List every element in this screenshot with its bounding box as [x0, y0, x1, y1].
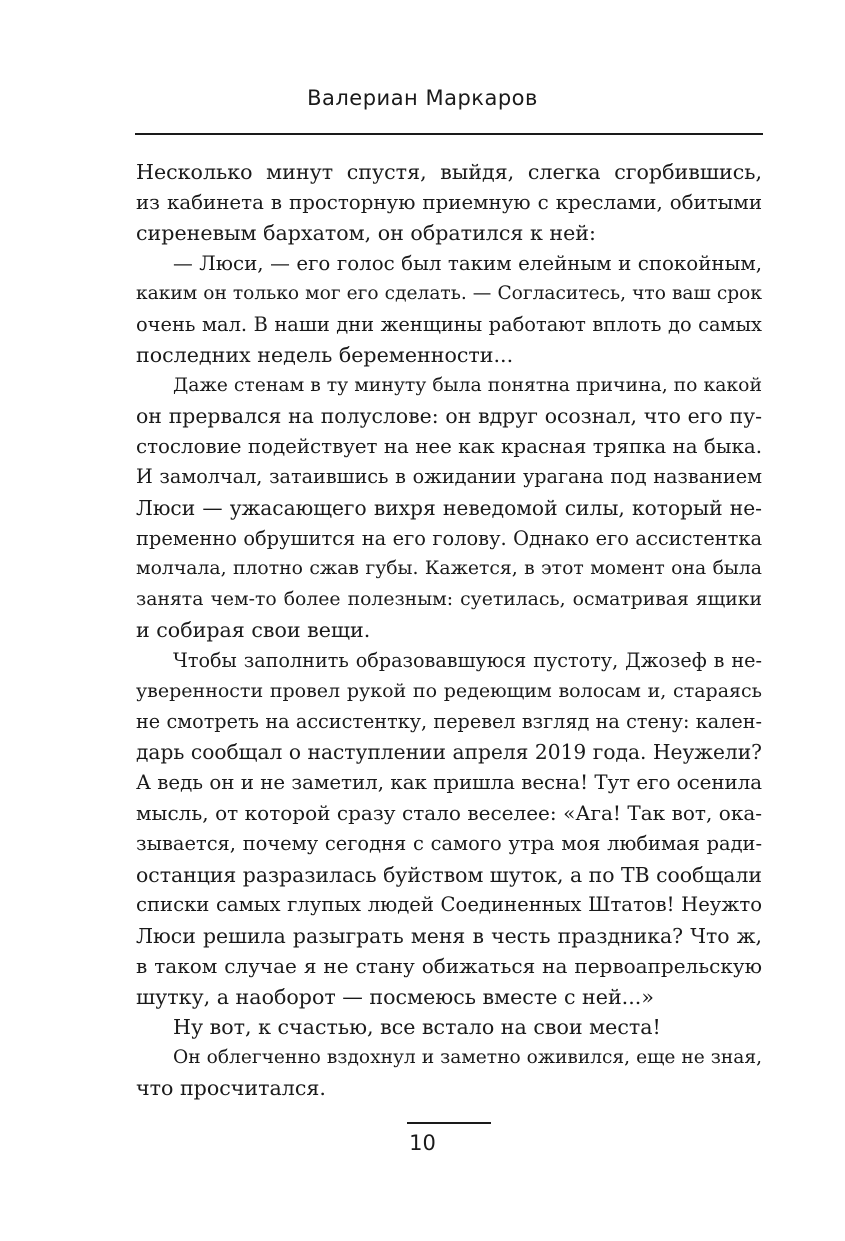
- text-line: занята чем-то более полезным: суетилась, осматривая ящики: [136, 588, 762, 610]
- text-line: последних недель беременности...: [136, 343, 514, 368]
- text-line: И замолчал, затаившись в ожидании урагана под названием: [136, 465, 762, 489]
- text-line: мысль, от которой сразу стало веселее: «Ага! Так вот, ока-: [136, 801, 762, 826]
- text-line: каким он только мог его сделать. — Согласитесь, что ваш срок: [136, 283, 762, 305]
- text-line: он прервался на полуслове: он вдруг осознал, что его пу-: [136, 404, 762, 429]
- text-line: уверенности провел рукой по редеющим волосам и, стараясь: [136, 680, 762, 703]
- text-line: Люси — ужасающего вихря неведомой силы, который не-: [136, 496, 762, 521]
- text-line: стословие подействует на нее как красная тряпка на быка.: [136, 434, 762, 458]
- text-line: в таком случае я не стану обижаться на первоапрельскую: [136, 954, 762, 979]
- text-line: Несколько минут спустя, выйдя, слегка сгорбившись,: [136, 160, 762, 184]
- text-line: Люси решила разыграть меня в честь праздника? Что ж,: [136, 923, 762, 948]
- text-line: очень мал. В наши дни женщины работают вплоть до самых: [136, 312, 762, 336]
- text-line: и собирая свои вещи.: [136, 618, 371, 643]
- text-line: — Люси, — его голос был таким елейным и спокойным,: [173, 251, 762, 275]
- text-line: зывается, почему сегодня с самого утра моя любимая ради-: [136, 832, 762, 856]
- page-number: 10: [409, 1131, 436, 1155]
- header-rule: [135, 133, 763, 135]
- text-line: останция разразилась буйством шуток, а по ТВ сообщали: [136, 862, 762, 887]
- running-head: Валериан Маркаров: [307, 86, 538, 110]
- text-line: А ведь он и не заметил, как пришла весна! Тут его осенила: [136, 770, 763, 794]
- text-line: пременно обрушится на его голову. Однако его ассистентка: [136, 526, 762, 550]
- text-line: из кабинета в просторную приемную с креслами, обитыми: [136, 190, 762, 214]
- text-line: списки самых глупых людей Соединенных Штатов! Неужто: [136, 893, 762, 917]
- text-line: дарь сообщал о наступлении апреля 2019 года. Неужели?: [136, 740, 762, 765]
- text-line: Он облегченно вздохнул и заметно оживился, еще не зная,: [173, 1046, 762, 1068]
- body-text: [136, 157, 762, 1104]
- text-line: Ну вот, к счастью, все встало на свои места!: [173, 1015, 661, 1040]
- text-line: Даже стенам в ту минуту была понятна причина, по какой: [173, 374, 762, 396]
- text-line: молчала, плотно сжав губы. Кажется, в этот момент она была: [136, 558, 762, 580]
- text-line: Чтобы заполнить образовавшуюся пустоту, Джозеф в не-: [173, 648, 762, 672]
- footer-rule: [407, 1122, 491, 1124]
- text-line: сиреневым бархатом, он обратился к ней:: [136, 221, 596, 246]
- text-line: не смотреть на ассистентку, перевел взгляд на стену: кален-: [136, 709, 762, 733]
- text-line: шутку, а наоборот — посмеюсь вместе с ней...»: [136, 984, 654, 1009]
- text-line: что просчитался.: [136, 1076, 326, 1101]
